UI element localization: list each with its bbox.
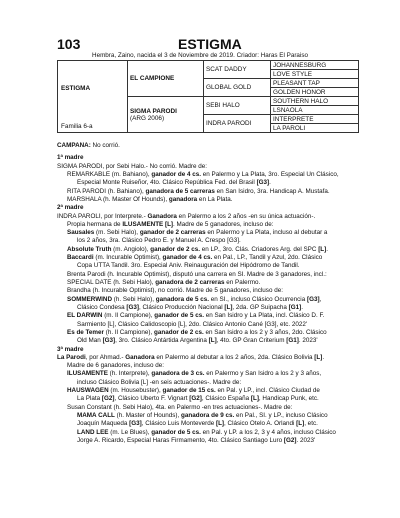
text-line: ILUSAMENTE (h. Interprete), ganadora de 3 cs. en Palermo y San Isidro a los 2 y 3 años, xyxy=(67,370,322,378)
pedigree-sss: JOHANNESBURG xyxy=(271,61,359,70)
pedigree-ddd: LA PAROLI xyxy=(271,124,359,133)
text-line: La Plata [G2], Clásico Uberto F. Vignart [G2], Clásico España [L], Handicap Punk, etc. xyxy=(77,395,319,403)
pedigree-sdd: GOLDEN HONOR xyxy=(271,88,359,97)
lot-header xyxy=(57,36,357,52)
text-line: Sarmiento [L], Clásico Calidoscopio [L], 2do. Clásico Antonio Cané [G3], etc. 2022' xyxy=(77,320,308,328)
text-line: SPECIAL DATE (h. Sebi Halo), ganadora de 2 carreras en Palermo. xyxy=(67,279,261,286)
pedigree-sds: PLEASANT TAP xyxy=(271,79,359,88)
text-line: Clásico Condesa [G3], Clásico Producción Nacional [L], 2da. GP Suipacha [G1]. xyxy=(77,303,304,311)
pedigree-ds: SEBI HALO xyxy=(204,97,271,115)
pedigree-horse-cell xyxy=(58,61,128,133)
pedigree-horse: ESTIGMA xyxy=(61,85,91,92)
text-line: RITA PARODI (h. Bahiano), ganadora de 5 carreras en San Isidro, 3ra. Handicap A. Mustafa. xyxy=(67,187,330,195)
pedigree-sd: GLOBAL GOLD xyxy=(204,79,271,97)
first-dam-title: 1ª madre xyxy=(57,154,84,162)
text-line: Especial Monte Ruiseñor, 4to. Clásico República Fed. del Brasil [G3]. xyxy=(77,179,271,187)
text-line: REMARKABLE (m. Bahiano), ganador de 4 cs. en Palermo y La Plata, 3ro. Especial Un Clásico, xyxy=(67,170,339,178)
second-dam-title: 2ª madre xyxy=(57,204,84,212)
text-line: Copa UTTA Tandil. 3ro. Especial Aniv. Reinauguración del Hipódromo de Tandil. xyxy=(77,262,300,270)
text-line: Brandha (h. Incurable Optimist), no corrió. Madre de 5 ganadores, incluso de: xyxy=(67,287,283,295)
pedigree-dam-cell xyxy=(128,97,204,133)
text-line: Baccardi (m. Incurable Optimist), ganador de 4 cs. en Pal., LP., Tandil y Azul, 2do. Clásico xyxy=(67,254,323,262)
text-line: LAND LEE (m. Le Blues), ganador de 5 cs. en Pal. y LP. a los 2, 3 y 4 años, incluso Clásico xyxy=(77,428,336,436)
lot-number: 103 xyxy=(57,36,81,52)
pedigree-dam-note: (ARG 2006) xyxy=(130,114,165,122)
text-line: EL DARWIN (m. Il Campione), ganador de 5 cs. en San Isidro y La Plata, incl. Clásico D. F. xyxy=(67,312,325,320)
third-dam-title: 3ª madre xyxy=(57,345,84,353)
text-line: Sausales (m. Sebi Halo), ganador de 2 carreras en Palermo y La Plata, incluso al debutar a xyxy=(67,229,328,237)
pedigree-family: Familia 6-a xyxy=(61,123,93,130)
text-line: Es de Temer (h. Il Campione), ganador de 2 cs. en San Isidro a los 2 y 3 años, 2do. Clásico xyxy=(67,328,327,336)
text-line: MARSHALA (h. Master Of Hounds), ganadora en La Plata. xyxy=(67,195,233,203)
text-line: Jorge A. Ricardo, Especial Haras Firmamento, 4to. Clásico Santiago Luro [G2]. 2023' xyxy=(77,436,316,444)
text-line: Propia hermana de ILUSAMENTE [L]. Madre de 5 ganadores, incluso de: xyxy=(67,220,274,228)
text-line: INDRA PAROLI, por Interprete.- Ganadora en Palermo a los 2 años -en su única actuación-. xyxy=(57,212,316,220)
text-line: SIGMA PARODI, por Sebi Halo.- No corrió. Madre de: xyxy=(57,162,208,170)
catalog-text xyxy=(57,142,357,445)
horse-name: ESTIGMA xyxy=(178,36,242,52)
pedigree-sire: EL CAMPIONE xyxy=(128,61,204,97)
text-line: Susan Constant (h. Sebi Halo), 4ta. en Palermo -en tres actuaciones-. Madre de: xyxy=(67,403,293,411)
pedigree-dss: SOUTHERN HALO xyxy=(271,97,359,106)
text-line: SOMMERWIND (h. Sebi Halo), ganadora de 5 cs. en SI., incluso Clásico Ocurrencia [G3], xyxy=(67,295,322,303)
pedigree-table xyxy=(57,60,359,133)
pedigree-dds: INTERPRETE xyxy=(271,115,359,124)
text-line: Old Man [G3], 3ro. Clásico Antártida Argentina [L], 4to. GP Gran Criterium [G1]. 2023' xyxy=(77,337,318,345)
campaign-line: CAMPAÑA: No corrió. xyxy=(57,142,120,149)
text-line: Madre de 6 ganadores, incluso de: xyxy=(67,362,164,370)
text-line: La Parodi, por Ahmad.- Ganadora en Palermo al debutar a los 2 años, 2da. Clásico Bolivia [L]. xyxy=(57,353,325,361)
pedigree-dsd: LSNAOLA xyxy=(271,106,359,115)
text-line: incluso Clásico Bolivia [L] -en seis actuaciones-. Madre de: xyxy=(77,378,242,386)
text-line: HAUSWAGEN (m. Housebuster), ganador de 15 cs. en Pal. y LP., incl. Clásico Ciudad de xyxy=(67,387,320,395)
text-line: Absolute Truth (m. Angiolo), ganador de 2 cs. en LP., 3ro. Clás. Criadores Arg. del SPC [L]. xyxy=(67,245,328,253)
text-line: los 2 años, 3ra. Clásico Pedro E. y Manuel A. Crespo [G3]. xyxy=(77,237,241,245)
pedigree-ss: SCAT DADDY xyxy=(204,61,271,79)
pedigree-dam: SIGMA PARODI xyxy=(130,107,177,115)
pedigree-ssd: LOVE STYLE xyxy=(271,70,359,79)
text-line: Joaquín Maqueda [G3], Clásico Luis Monteverde [L], Clásico Otelo A. Orlandi [L], etc. xyxy=(77,420,318,428)
horse-description: Hembra, Zaino, nacida el 3 de Noviembre de 2019. Criador: Haras El Paraiso xyxy=(92,52,308,59)
pedigree-dd: INDRA PARODI xyxy=(204,115,271,133)
text-line: Brenta Parodi (h. Incurable Optimist), disputó una carrera en SI. Madre de 3 ganadores, incl.: xyxy=(67,270,327,278)
text-line: MAMA CALL (h. Master of Hounds), ganadora de 9 cs. en Pal., SI. y LP., incluso Clásico xyxy=(77,412,328,419)
